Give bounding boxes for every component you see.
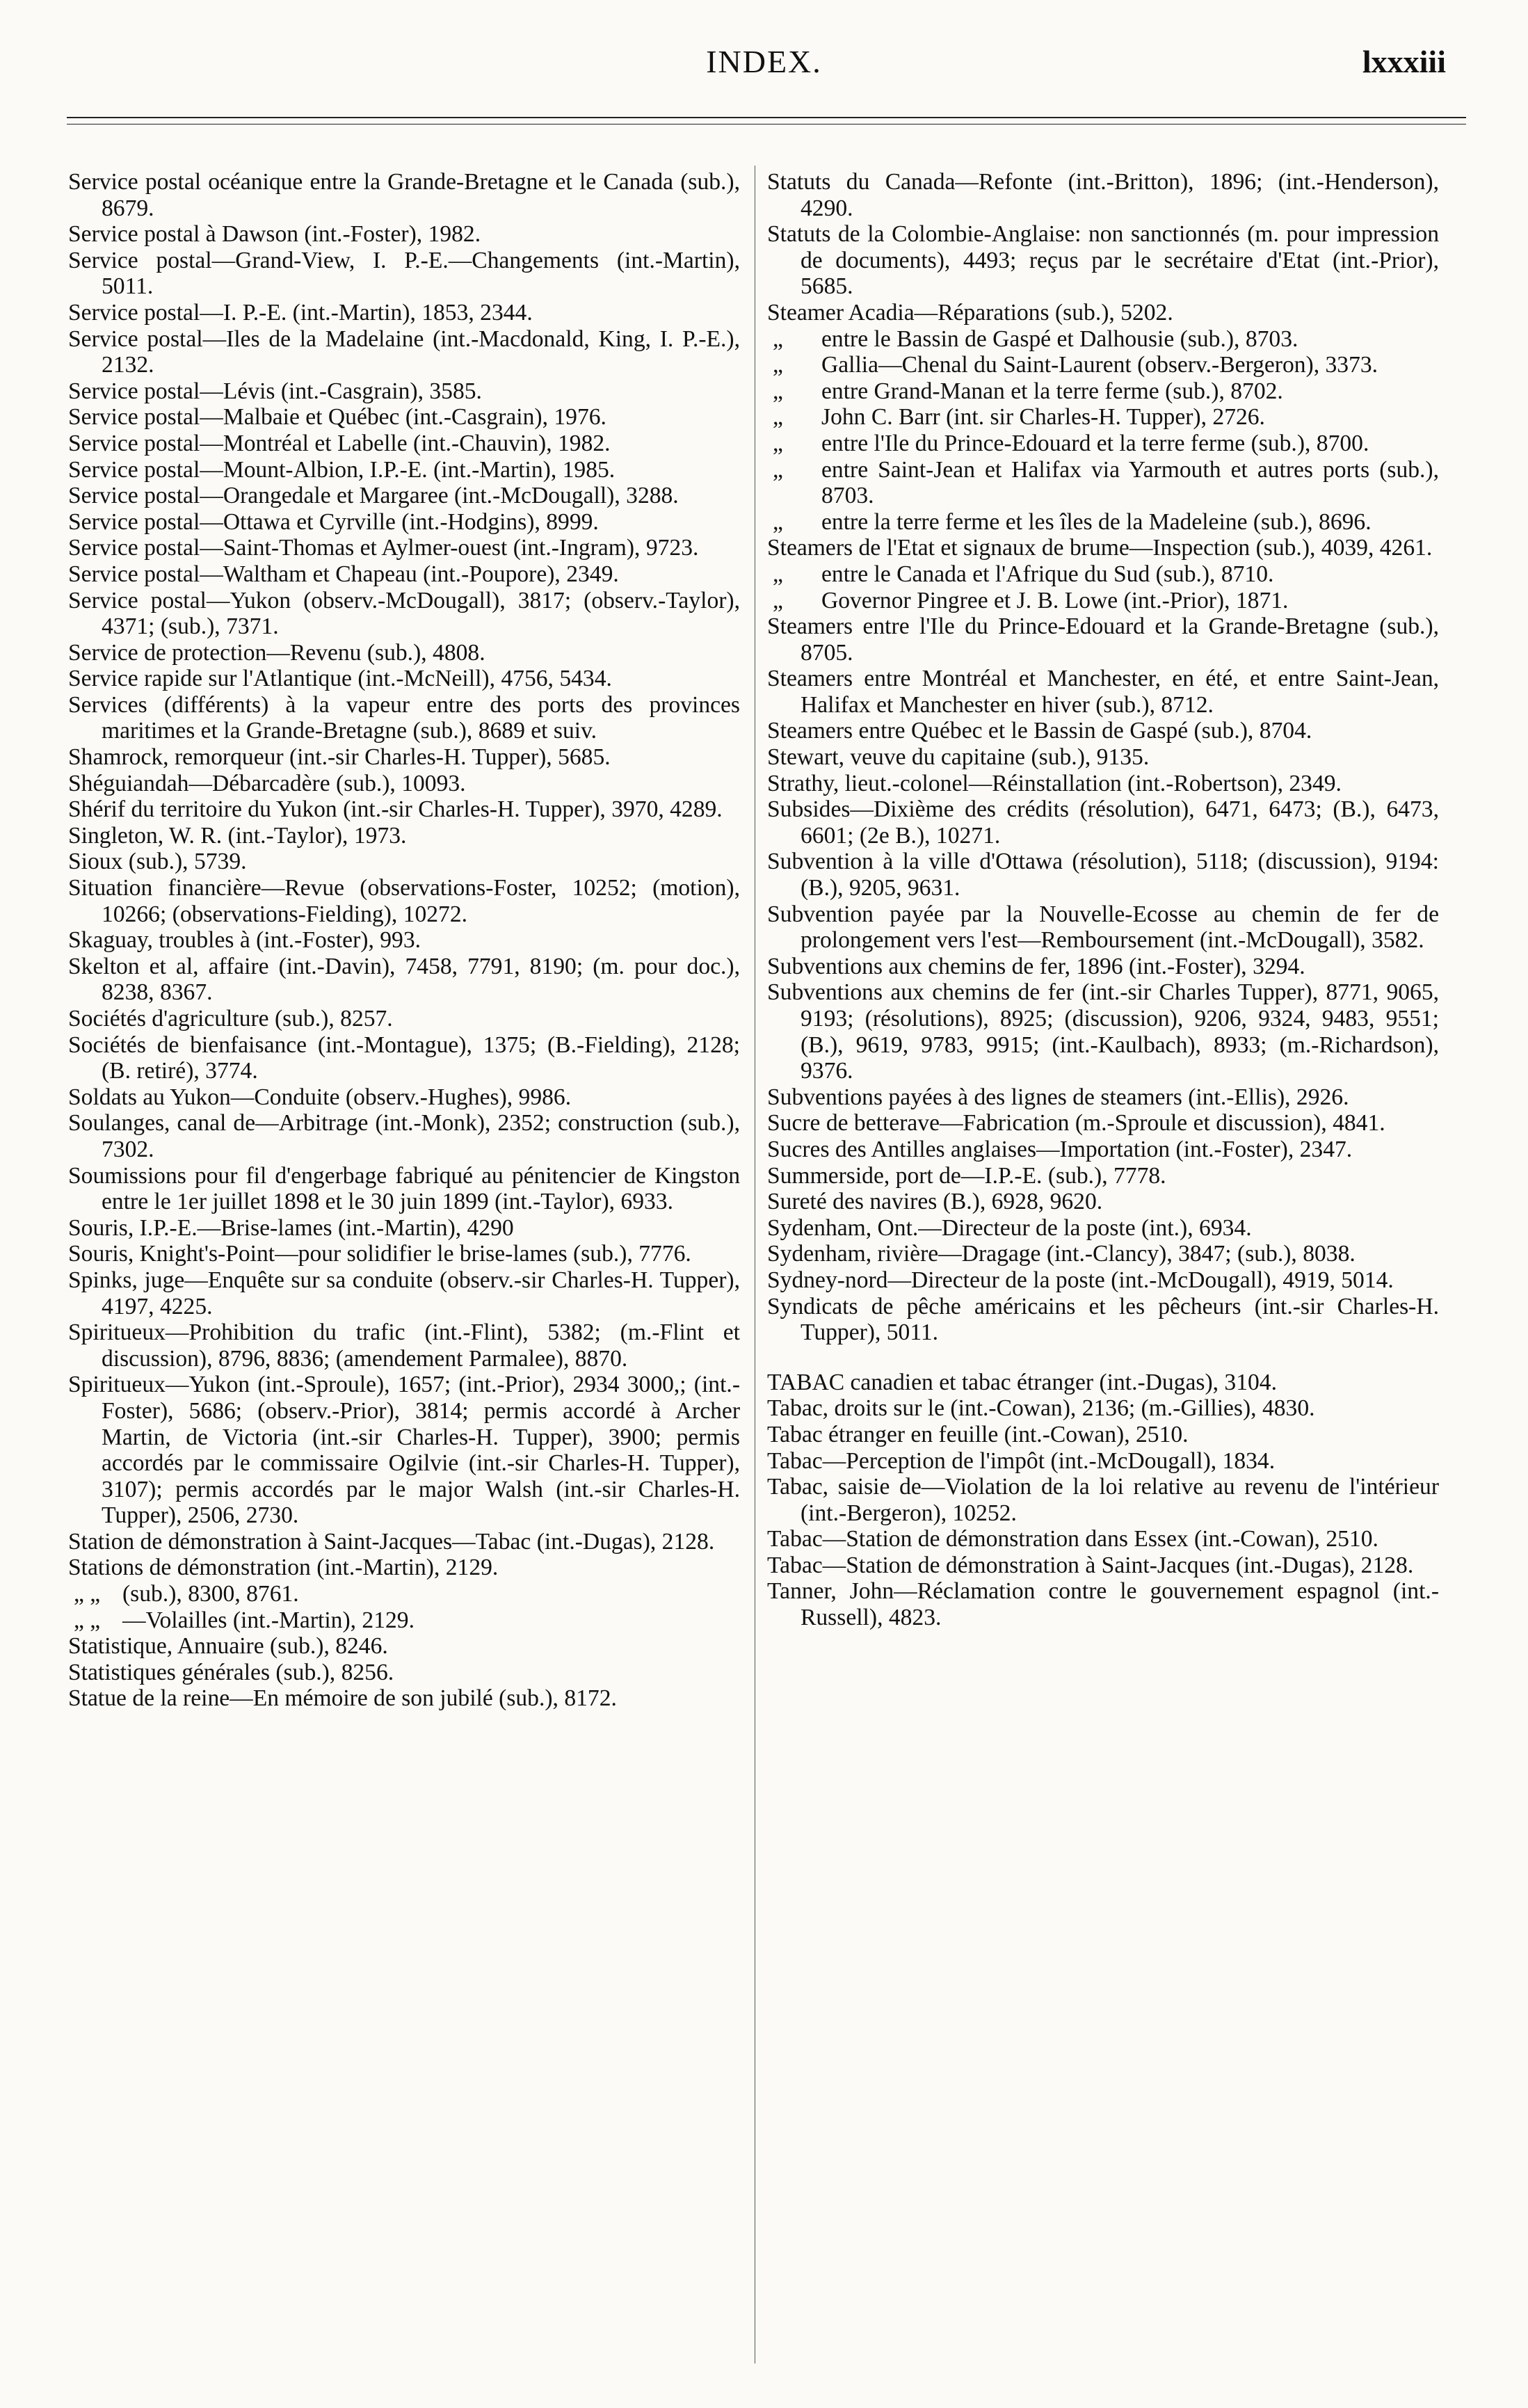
- index-entry: Spinks, juge—Enquête sur sa conduite (observ.-sir Charles-H. Tupper), 4197, 4225.: [68, 1267, 740, 1319]
- index-subentry: [767, 326, 1439, 353]
- ditto-mark: „ „: [74, 1581, 101, 1607]
- index-entry: Steamers de l'Etat et signaux de brume—Inspection (sub.), 4039, 4261.: [767, 535, 1433, 561]
- index-entry: Souris, I.P.-E.—Brise-lames (int.-Martin), 4290: [68, 1214, 514, 1241]
- index-entry: Sociétés d'agriculture (sub.), 8257.: [68, 1006, 393, 1032]
- subentry-text: John C. Barr (int. sir Charles-H. Tupper), 2726.: [821, 404, 1265, 431]
- index-subentry: [767, 561, 1439, 588]
- subentry-text: entre Saint-Jean et Halifax via Yarmouth et autres ports (sub.), 8703.: [821, 456, 1439, 509]
- index-subentry: [68, 1581, 740, 1607]
- index-entry: Summerside, port de—I.P.-E. (sub.), 7778.: [767, 1162, 1166, 1189]
- index-entry: Strathy, lieut.-colonel—Réinstallation (int.-Robertson), 2349.: [767, 770, 1342, 796]
- index-entry: Souris, Knight's-Point—pour solidifier le brise-lames (sub.), 7776.: [68, 1241, 691, 1267]
- index-entry: Service postal—Saint-Thomas et Aylmer-ouest (int.-Ingram), 9723.: [68, 535, 699, 561]
- right-column: [767, 169, 1439, 1631]
- index-subentry: [767, 431, 1439, 457]
- index-entry: Subvention payée par la Nouvelle-Ecosse au chemin de fer de prolongement vers l'est—Remboursement (int.-McDougall), 3582.: [767, 901, 1439, 954]
- index-entry: Service postal—Orangedale et Margaree (int.-McDougall), 3288.: [68, 483, 679, 509]
- subentry-text: —Volailles (int.-Martin), 2129.: [122, 1607, 415, 1633]
- index-entry: Subsides—Dixième des crédits (résolution), 6471, 6473; (B.), 6473, 6601; (2e B.), 10271.: [767, 796, 1439, 849]
- subentry-text: entre la terre ferme et les îles de la Madeleine (sub.), 8696.: [821, 508, 1372, 535]
- index-entry: Tabac, droits sur le (int.-Cowan), 2136; (m.-Gillies), 4830.: [767, 1395, 1315, 1422]
- ditto-mark: „: [773, 430, 783, 456]
- index-entry: Shérif du territoire du Yukon (int.-sir Charles-H. Tupper), 3970, 4289.: [68, 796, 723, 823]
- index-entry: Skelton et al, affaire (int.-Davin), 7458, 7791, 8190; (m. pour doc.), 8238, 8367.: [68, 953, 740, 1006]
- index-subentry: [68, 1607, 740, 1634]
- index-entry: Sucres des Antilles anglaises—Importation (int.-Foster), 2347.: [767, 1136, 1353, 1162]
- index-entry: Service postal—I. P.-E. (int.-Martin), 1853, 2344.: [68, 299, 533, 326]
- index-entry: Sociétés de bienfaisance (int.-Montague), 1375; (B.-Fielding), 2128; (B. retiré), 3774.: [68, 1032, 740, 1084]
- index-entry: Service postal—Mount-Albion, I.P.-E. (int.-Martin), 1985.: [68, 456, 616, 483]
- index-entry: Tanner, John—Réclamation contre le gouvernement espagnol (int.-Russell), 4823.: [767, 1578, 1439, 1631]
- index-entry: Tabac—Perception de l'impôt (int.-McDougall), 1834.: [767, 1447, 1276, 1474]
- left-column: [68, 169, 740, 1712]
- page-title: INDEX.: [706, 44, 822, 79]
- index-entry: Shéguiandah—Débarcadère (sub.), 10093.: [68, 770, 466, 796]
- index-entry: Subvention à la ville d'Ottawa (résolution), 5118; (discussion), 9194: (B.), 9205, 9631.: [767, 849, 1439, 901]
- ditto-mark: „: [773, 378, 783, 404]
- index-entry: Subventions aux chemins de fer, 1896 (int.-Foster), 3294.: [767, 953, 1305, 979]
- page-number: lxxxiii: [1362, 44, 1446, 79]
- index-entry: Skaguay, troubles à (int.-Foster), 993.: [68, 927, 421, 954]
- subentry-text: Gallia—Chenal du Saint-Laurent (observ.-Bergeron), 3373.: [821, 352, 1378, 378]
- index-entry: Services (différents) à la vapeur entre des ports des provinces maritimes et la Grande-Bretagne (sub.), 8689 et suiv.: [68, 691, 740, 744]
- index-entry: Soumissions pour fil d'engerbage fabriqué au pénitencier de Kingston entre le 1er juillet 1898 et le 30 juin 1899 (int.-Taylor), 6933.: [68, 1162, 740, 1215]
- subentry-text: (sub.), 8300, 8761.: [122, 1581, 299, 1607]
- index-entry: Statue de la reine—En mémoire de son jubilé (sub.), 8172.: [68, 1685, 617, 1712]
- index-entry: Singleton, W. R. (int.-Taylor), 1973.: [68, 822, 407, 849]
- index-entry: Service postal—Malbaie et Québec (int.-Casgrain), 1976.: [68, 404, 606, 431]
- subentry-text: entre Grand-Manan et la terre ferme (sub.), 8702.: [821, 378, 1283, 404]
- index-entry: Service de protection—Revenu (sub.), 4808.: [68, 639, 485, 666]
- ditto-mark: „: [773, 456, 783, 483]
- index-entry: Soldats au Yukon—Conduite (observ.-Hughes), 9986.: [68, 1084, 572, 1110]
- index-entry: Tabac, saisie de—Violation de la loi relative au revenu de l'intérieur (int.-Bergeron), 10252.: [767, 1474, 1439, 1526]
- index-subentry: [767, 378, 1439, 405]
- ditto-mark: „: [773, 404, 783, 431]
- index-subentry: [767, 588, 1439, 614]
- index-entry: Soulanges, canal de—Arbitrage (int.-Monk), 2352; construction (sub.), 7302.: [68, 1110, 740, 1162]
- index-entry: Statuts de la Colombie-Anglaise: non sanctionnés (m. pour impression de documents), 4493; reçus par le secrétaire d'Etat (int.-Prior), 5685.: [767, 221, 1439, 300]
- index-entry: Sioux (sub.), 5739.: [68, 849, 247, 875]
- index-subentry: [767, 509, 1439, 536]
- index-entry: Sydenham, rivière—Dragage (int.-Clancy), 3847; (sub.), 8038.: [767, 1241, 1356, 1267]
- index-entry: Service postal—Iles de la Madelaine (int.-Macdonald, King, I. P.-E.), 2132.: [68, 326, 740, 378]
- index-entry: Stewart, veuve du capitaine (sub.), 9135.: [767, 744, 1150, 771]
- index-entry: Service postal océanique entre la Grande-Bretagne et le Canada (sub.), 8679.: [68, 169, 740, 221]
- ditto-mark: „: [773, 326, 783, 352]
- index-subentry: [767, 457, 1439, 509]
- ditto-mark: „: [773, 587, 783, 613]
- page-header: [0, 43, 1528, 92]
- subentry-text: entre le Bassin de Gaspé et Dalhousie (sub.), 8703.: [821, 326, 1298, 352]
- index-entry: Steamers entre Montréal et Manchester, en été, et entre Saint-Jean, Halifax et Manchester en hiver (sub.), 8712.: [767, 666, 1439, 718]
- ditto-mark: „ „: [74, 1607, 101, 1633]
- index-entry: Situation financière—Revue (observations-Foster, 10252; (motion), 10266; (observations-Fielding), 10272.: [68, 875, 740, 927]
- index-entry: Service postal—Lévis (int.-Casgrain), 3585.: [68, 378, 482, 404]
- index-entry: Service postal—Grand-View, I. P.-E.—Changements (int.-Martin), 5011.: [68, 247, 740, 300]
- index-entry: Tabac—Station de démonstration dans Essex (int.-Cowan), 2510.: [767, 1526, 1378, 1552]
- header-rule: [67, 117, 1466, 118]
- index-entry: Statistique, Annuaire (sub.), 8246.: [68, 1633, 388, 1660]
- index-entry: Stations de démonstration (int.-Martin), 2129.: [68, 1555, 499, 1581]
- index-entry: Steamer Acadia—Réparations (sub.), 5202.: [767, 299, 1173, 326]
- index-entry: Service postal—Waltham et Chapeau (int.-Poupore), 2349.: [68, 561, 619, 587]
- index-entry: Spiritueux—Yukon (int.-Sproule), 1657; (int.-Prior), 2934 3000,; (int.-Foster), 5686; (observ.-Prior), 3814; permis accordé à Archer Martin, de Victoria (int.-sir Charles-H. Tupper), 3900; permis accordés par le commissaire Ogilvie (int.-sir Charles-H. Tupper), 3107); permis accordés par le major Walsh (int.-sir Charles-H. Tupper), 2506, 2730.: [68, 1372, 740, 1529]
- index-entry: Subventions aux chemins de fer (int.-sir Charles Tupper), 8771, 9065, 9193; (résolutions), 8925; (discussion), 9206, 9324, 9483, 9551; (B.), 9619, 9783, 9915; (int.-Kaulbach), 8933; (m.-Richardson), 9376.: [767, 979, 1439, 1084]
- index-entry: Subventions payées à des lignes de steamers (int.-Ellis), 2926.: [767, 1084, 1349, 1110]
- index-entry: Service postal à Dawson (int.-Foster), 1982.: [68, 221, 481, 248]
- ditto-mark: „: [773, 561, 783, 587]
- index-entry: Service rapide sur l'Atlantique (int.-McNeill), 4756, 5434.: [68, 666, 612, 692]
- index-entry: Steamers entre Québec et le Bassin de Gaspé (sub.), 8704.: [767, 718, 1312, 744]
- header-rule-thin: [67, 124, 1466, 125]
- subentry-text: entre l'Ile du Prince-Edouard et la terre ferme (sub.), 8700.: [821, 430, 1369, 456]
- index-entry: Station de démonstration à Saint-Jacques—Tabac (int.-Dugas), 2128.: [68, 1528, 715, 1555]
- index-entry: Sydenham, Ont.—Directeur de la poste (int.), 6934.: [767, 1214, 1252, 1241]
- index-entry: Tabac étranger en feuille (int.-Cowan), 2510.: [767, 1421, 1189, 1447]
- index-subentry: [767, 352, 1439, 378]
- index-entry: Steamers entre l'Ile du Prince-Edouard et la Grande-Bretagne (sub.), 8705.: [767, 613, 1439, 666]
- ditto-mark: „: [773, 508, 783, 535]
- index-entry: Tabac—Station de démonstration à Saint-Jacques (int.-Dugas), 2128.: [767, 1552, 1414, 1578]
- index-subentry: [767, 404, 1439, 431]
- index-entry: Service postal—Ottawa et Cyrville (int.-Hodgins), 8999.: [68, 508, 599, 535]
- index-entry: Spiritueux—Prohibition du trafic (int.-Flint), 5382; (m.-Flint et discussion), 8796, 8836; (amendement Parmalee), 8870.: [68, 1319, 740, 1372]
- ditto-mark: „: [773, 352, 783, 378]
- index-entry: TABAC canadien et tabac étranger (int.-Dugas), 3104.: [767, 1369, 1277, 1395]
- index-entry: Statistiques générales (sub.), 8256.: [68, 1659, 394, 1685]
- index-entry: Shamrock, remorqueur (int.-sir Charles-H. Tupper), 5685.: [68, 744, 611, 771]
- index-entry: Statuts du Canada—Refonte (int.-Britton), 1896; (int.-Henderson), 4290.: [767, 169, 1439, 221]
- subentry-text: entre le Canada et l'Afrique du Sud (sub.), 8710.: [821, 561, 1274, 587]
- index-entry: Service postal—Yukon (observ.-McDougall), 3817; (observ.-Taylor), 4371; (sub.), 7371.: [68, 587, 740, 640]
- index-entry: Service postal—Montréal et Labelle (int.-Chauvin), 1982.: [68, 430, 611, 456]
- index-entry: Sucre de betterave—Fabrication (m.-Sproule et discussion), 4841.: [767, 1110, 1385, 1137]
- index-entry: Sureté des navires (B.), 6928, 9620.: [767, 1189, 1103, 1215]
- index-entry: Sydney-nord—Directeur de la poste (int.-McDougall), 4919, 5014.: [767, 1267, 1394, 1293]
- subentry-text: Governor Pingree et J. B. Lowe (int.-Prior), 1871.: [821, 587, 1289, 613]
- index-entry: Syndicats de pêche américains et les pêcheurs (int.-sir Charles-H. Tupper), 5011.: [767, 1293, 1439, 1346]
